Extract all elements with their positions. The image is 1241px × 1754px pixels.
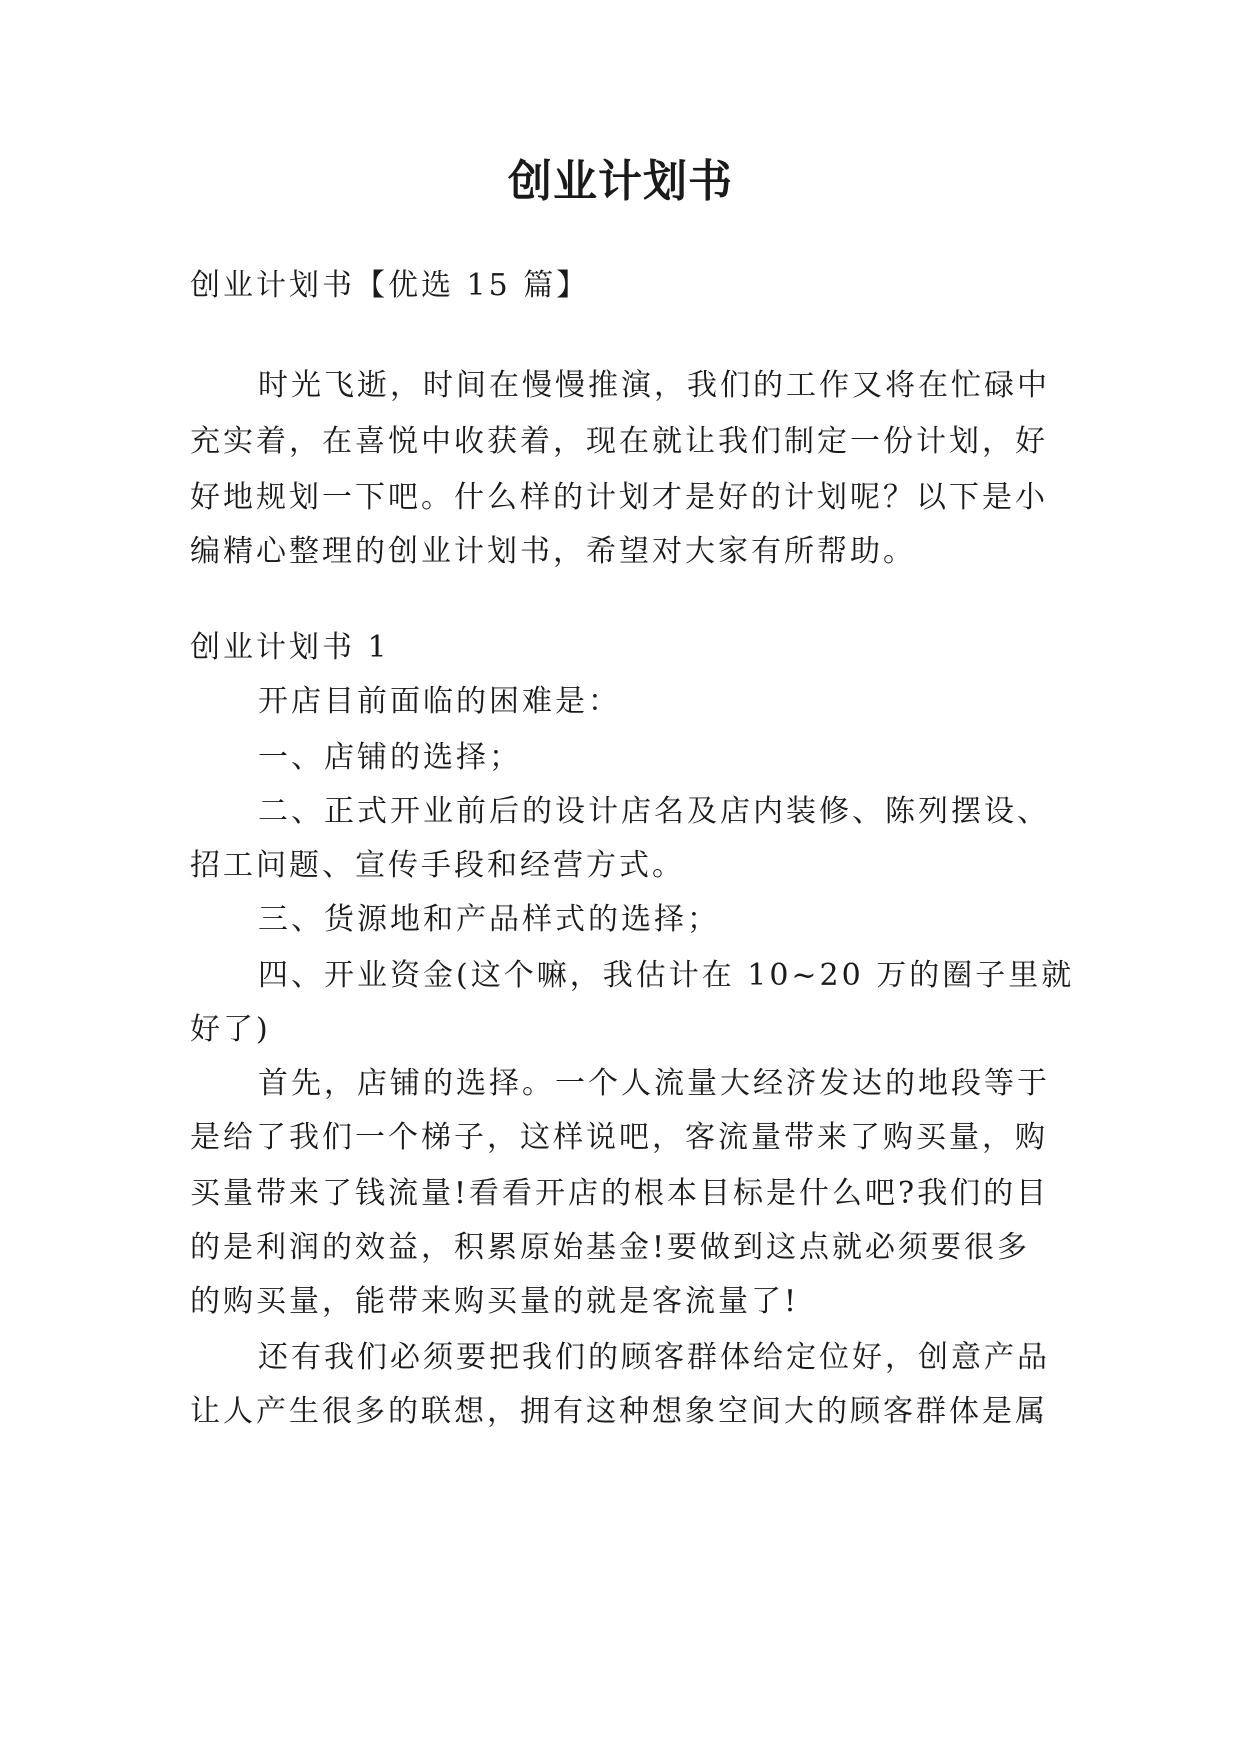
paragraph-line: 的是利润的效益，积累原始基金!要做到这点就必须要很多: [190, 1230, 1031, 1265]
paragraph-line: 首先，店铺的选择。一个人流量大经济发达的地段等于: [258, 1066, 1050, 1101]
intro-line: 编精心整理的创业计划书，希望对大家有所帮助。: [190, 534, 916, 569]
document-title: 创业计划书: [508, 156, 733, 207]
intro-line: 好地规划一下吧。什么样的计划才是好的计划呢？以下是小: [190, 480, 1048, 515]
paragraph-line: 开店目前面临的困难是：: [258, 684, 621, 719]
paragraph-line: 买量带来了钱流量!看看开店的根本目标是什么吧?我们的目: [190, 1176, 1050, 1211]
intro-line: 充实着，在喜悦中收获着，现在就让我们制定一份计划，好: [190, 424, 1048, 459]
paragraph-line: 一、店铺的选择；: [258, 740, 522, 775]
paragraph-line: 四、开业资金(这个嘛，我估计在 10~20 万的圈子里就: [258, 958, 1075, 993]
section-heading: 创业计划书 1: [190, 630, 390, 665]
intro-line: 时光飞逝，时间在慢慢推演，我们的工作又将在忙碌中: [258, 368, 1050, 403]
paragraph-line: 让人产生很多的联想，拥有这种想象空间大的顾客群体是属: [190, 1394, 1048, 1429]
paragraph-line: 好了): [190, 1012, 271, 1047]
paragraph-line: 还有我们必须要把我们的顾客群体给定位好，创意产品: [258, 1340, 1050, 1375]
document-subtitle: 创业计划书【优选 15 篇】: [190, 268, 590, 303]
paragraph-line: 是给了我们一个梯子，这样说吧，客流量带来了购买量，购: [190, 1120, 1048, 1155]
paragraph-line: 二、正式开业前后的设计店名及店内装修、陈列摆设、: [258, 794, 1050, 829]
paragraph-line: 招工问题、宣传手段和经营方式。: [190, 848, 685, 883]
paragraph-line: 三、货源地和产品样式的选择；: [258, 902, 720, 937]
paragraph-line: 的购买量，能带来购买量的就是客流量了!: [190, 1284, 800, 1319]
